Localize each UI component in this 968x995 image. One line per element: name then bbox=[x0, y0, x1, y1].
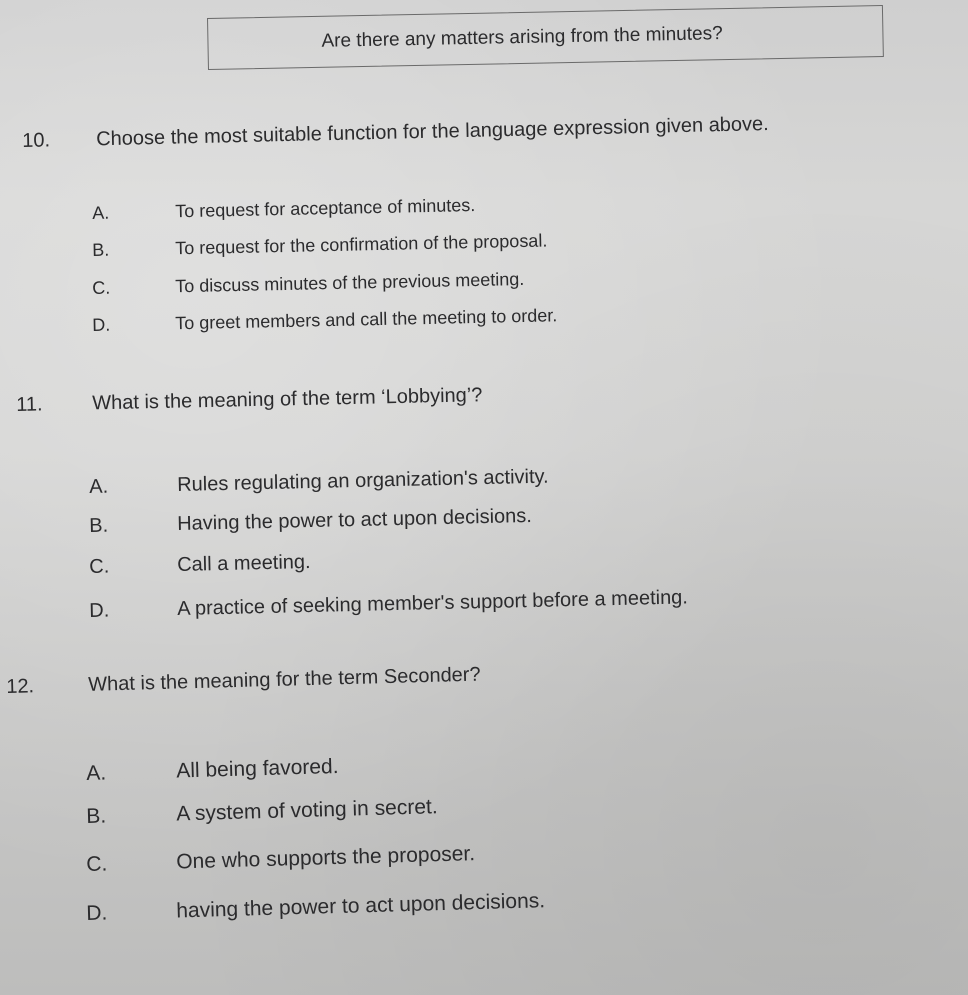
option-text: To request for acceptance of minutes. bbox=[174, 194, 476, 222]
option-letter: A. bbox=[89, 475, 109, 498]
question-text: What is the meaning of the term ‘Lobbying’? bbox=[91, 384, 483, 415]
question-text: Choose the most suitable function for the language expression given above. bbox=[95, 113, 769, 151]
option-text: Rules regulating an organization's activity. bbox=[176, 465, 549, 496]
option-letter: A. bbox=[86, 761, 107, 785]
expression-text: Are there any matters arising from the minutes? bbox=[321, 23, 723, 52]
option-text: having the power to act upon decisions. bbox=[175, 889, 546, 923]
question-number: 12. bbox=[6, 675, 35, 698]
option-letter: D. bbox=[86, 901, 108, 925]
option-letter: C. bbox=[92, 277, 111, 298]
expression-box bbox=[207, 5, 884, 70]
option-letter: B. bbox=[89, 514, 109, 537]
option-letter: D. bbox=[92, 314, 111, 335]
option-text: Call a meeting. bbox=[176, 550, 311, 576]
option-letter: C. bbox=[86, 852, 108, 876]
option-letter: B. bbox=[86, 804, 107, 828]
option-text: All being favored. bbox=[175, 754, 339, 783]
option-letter: A. bbox=[92, 202, 110, 223]
option-letter: C. bbox=[89, 555, 110, 578]
option-text: One who supports the proposer. bbox=[175, 842, 476, 874]
option-letter: D. bbox=[89, 599, 110, 622]
option-text: To request for the confirmation of the proposal. bbox=[174, 230, 548, 259]
option-text: Having the power to act upon decisions. bbox=[176, 504, 533, 535]
option-text: To discuss minutes of the previous meeting. bbox=[174, 268, 525, 297]
option-text: To greet members and call the meeting to order. bbox=[174, 305, 558, 334]
option-letter: B. bbox=[92, 239, 110, 260]
option-text: A system of voting in secret. bbox=[175, 795, 438, 826]
question-number: 10. bbox=[22, 129, 51, 152]
question-text: What is the meaning for the term Seconder? bbox=[87, 663, 481, 696]
question-number: 11. bbox=[16, 393, 43, 416]
option-text: A practice of seeking member's support before a meeting. bbox=[176, 586, 689, 620]
